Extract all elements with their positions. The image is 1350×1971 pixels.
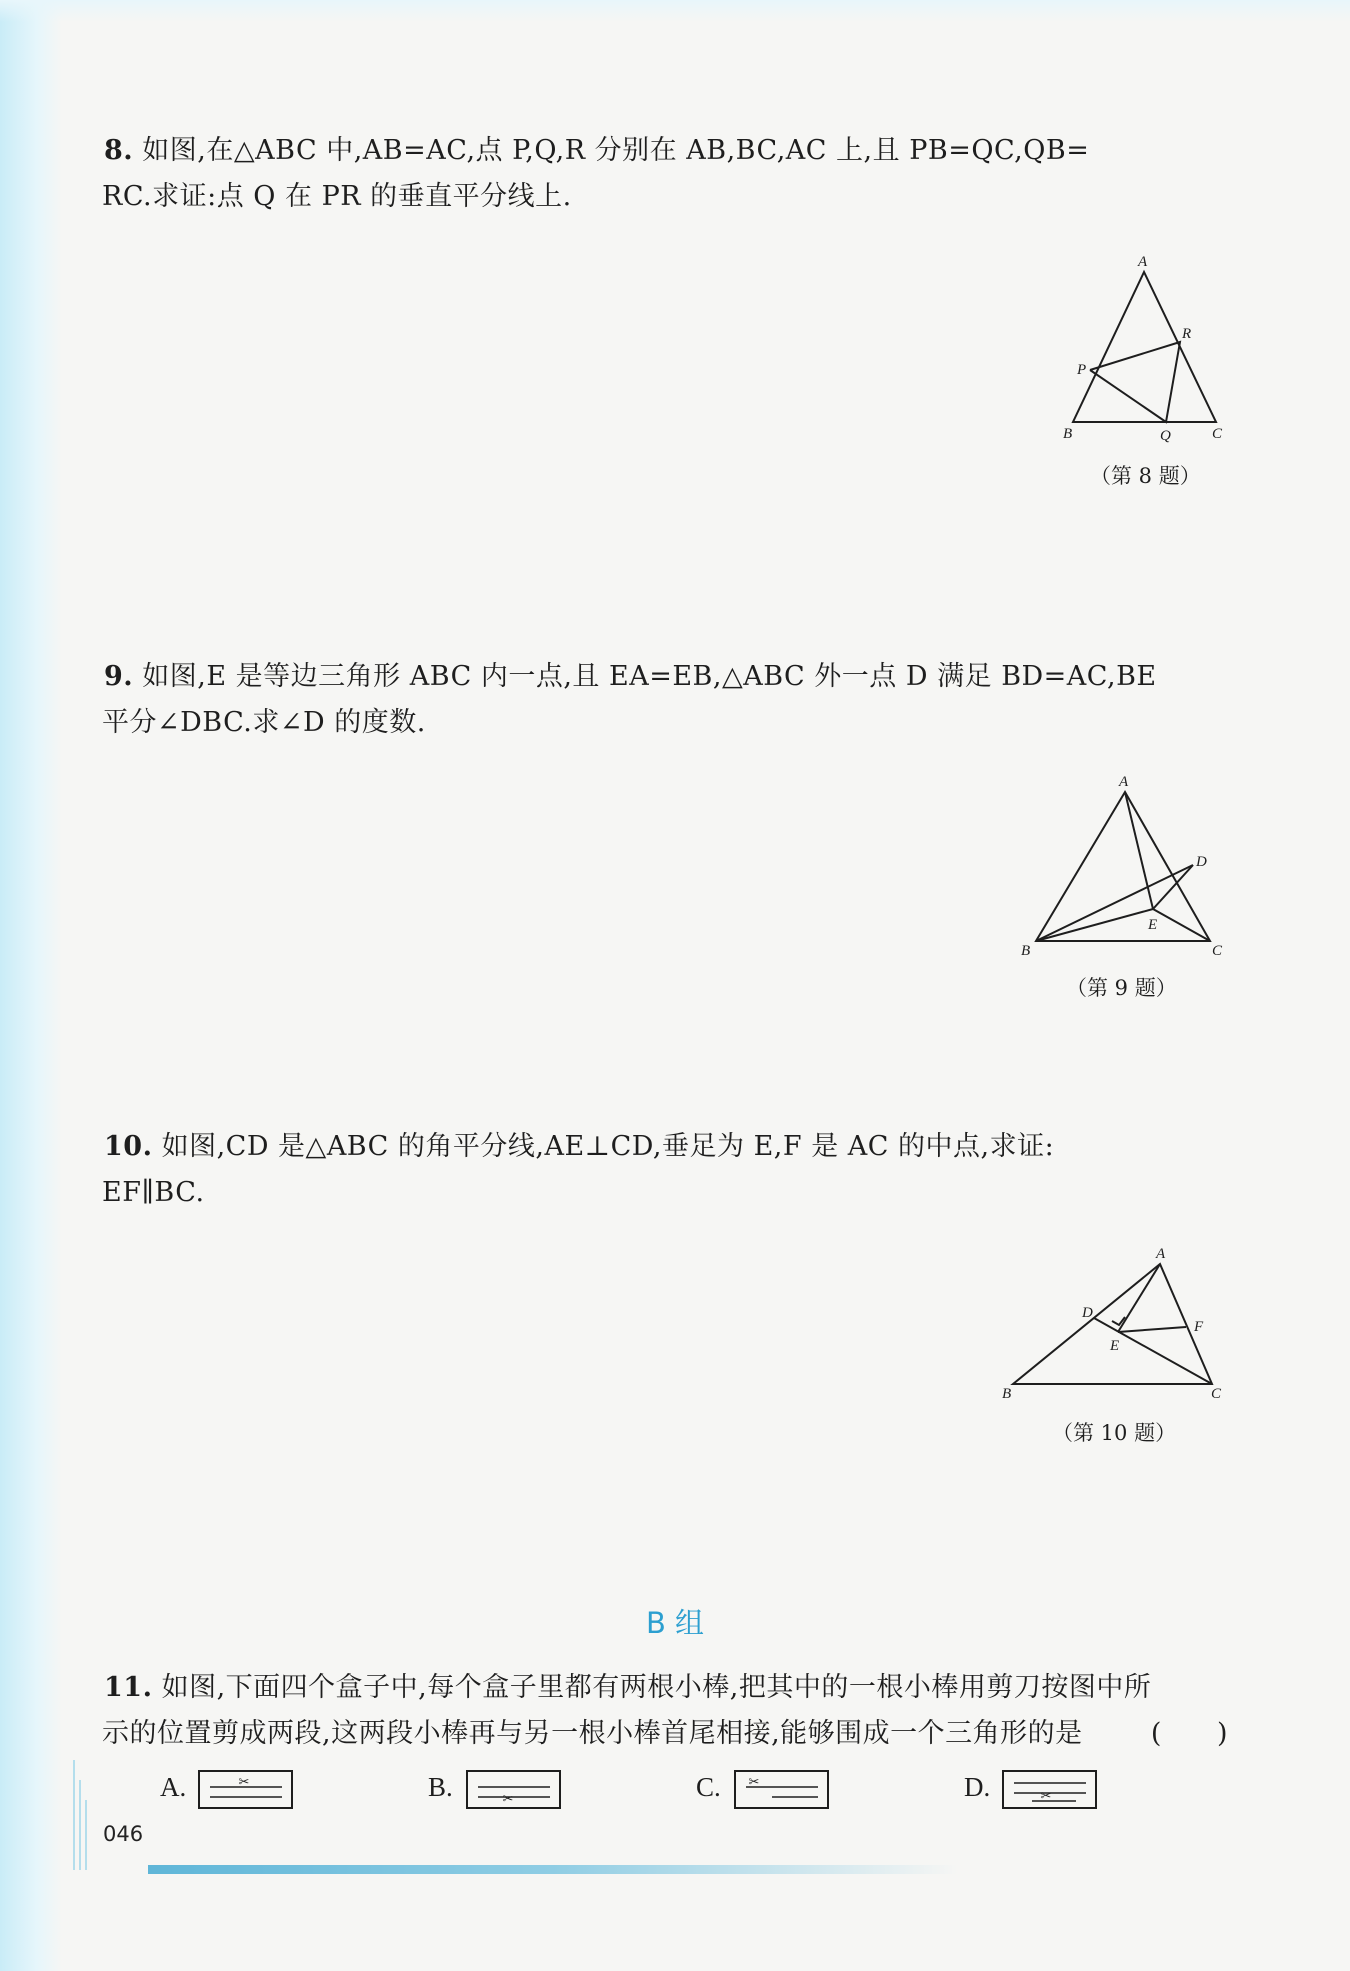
triangle-abc: [1013, 1264, 1212, 1384]
problem-8-line1: [104, 128, 1228, 174]
problem-8: [104, 128, 1228, 220]
problem-text: 如图,在△ABC 中,AB=AC,点 P,Q,R 分别在 AB,BC,AC 上,且 PB=QC,QB=: [142, 135, 1090, 166]
problem-9: [104, 654, 1228, 746]
option-label: D.: [964, 1772, 991, 1802]
decorative-left-band: [0, 0, 62, 1971]
label-d: D: [1082, 1305, 1093, 1321]
triangle-abc: [1036, 792, 1210, 941]
problem-text: 如图,CD 是△ABC 的角平分线,AE⊥CD,垂足为 E,F 是 AC 的中点,求证:: [161, 1131, 1055, 1162]
label-e: E: [1110, 1338, 1120, 1354]
label-c: C: [1212, 943, 1223, 959]
triangle-pqr: [1090, 342, 1180, 422]
scissors-icon: ✂: [1040, 1789, 1052, 1804]
label-r: R: [1182, 326, 1192, 342]
problem-10: [104, 1124, 1228, 1216]
label-f: F: [1194, 1319, 1204, 1335]
problem-text: EF∥BC.: [102, 1177, 205, 1208]
option-label: C.: [696, 1772, 721, 1802]
figure-9-caption: （第 9 题）: [1066, 976, 1177, 1000]
triangle-abc: [1073, 272, 1216, 422]
label-c: C: [1212, 426, 1223, 442]
section-title: B 组: [645, 1606, 705, 1640]
problem-text: 示的位置剪成两段,这两段小棒再与另一根小棒首尾相接,能够围成一个三角形的是: [102, 1718, 1083, 1749]
segment-be: [1036, 909, 1153, 941]
label-a: A: [1119, 774, 1129, 790]
label-a: A: [1138, 254, 1148, 270]
problem-text: RC.求证:点 Q 在 PR 的垂直平分线上.: [102, 181, 572, 212]
problem-text: 平分∠DBC.求∠D 的度数.: [102, 707, 426, 738]
label-b: B: [1063, 426, 1073, 442]
label-e: E: [1148, 917, 1158, 933]
problem-11: [104, 1665, 1228, 1757]
problem-10-line1: [104, 1124, 1228, 1170]
label-q: Q: [1160, 428, 1171, 444]
figure-8-caption: （第 8 题）: [1090, 464, 1201, 488]
label-b: B: [1002, 1386, 1012, 1402]
scissors-icon: ✂: [238, 1775, 250, 1790]
label-d: D: [1196, 854, 1207, 870]
label-p: P: [1077, 362, 1087, 378]
figure-8: [1040, 250, 1240, 445]
segment-ef: [1118, 1327, 1186, 1332]
label-c: C: [1211, 1386, 1222, 1402]
problem-text: 如图,E 是等边三角形 ABC 内一点,且 EA=EB,△ABC 外一点 D 满足 BD=AC,BE: [142, 661, 1157, 692]
problem-text: 如图,下面四个盒子中,每个盒子里都有两根小棒,把其中的一根小棒用剪刀按图中所: [161, 1672, 1152, 1703]
problem-number: 10.: [104, 1131, 153, 1162]
figure-9: [1010, 770, 1250, 960]
problem-11-line2: [102, 1711, 1228, 1757]
figure-10: [990, 1240, 1240, 1410]
label-b: B: [1021, 943, 1031, 959]
option-c-box: [734, 1770, 830, 1810]
figure-10-caption: （第 10 题）: [1052, 1421, 1177, 1445]
problem-number: 8.: [104, 135, 134, 166]
scissors-icon: ✂: [748, 1775, 760, 1790]
page-number: 046: [103, 1822, 144, 1846]
segment-ae: [1118, 1264, 1160, 1332]
answer-options: [160, 1766, 1160, 1814]
decorative-footer-bar: [148, 1865, 958, 1874]
scissors-icon: ✂: [502, 1792, 514, 1807]
problem-11-line1: [104, 1665, 1228, 1711]
label-a: A: [1156, 1246, 1166, 1262]
decorative-footer-lines: [72, 1760, 92, 1870]
problem-9-line1: [104, 654, 1228, 700]
option-b-box: [466, 1770, 562, 1810]
option-label: A.: [160, 1772, 187, 1802]
option-d-box: [1002, 1770, 1098, 1810]
answer-bracket: ( ): [1150, 1718, 1228, 1749]
decorative-top-band: [0, 0, 1350, 22]
option-a-box: [198, 1770, 294, 1810]
problem-number: 11.: [104, 1672, 153, 1703]
problem-number: 9.: [104, 661, 134, 692]
option-label: B.: [428, 1772, 453, 1802]
